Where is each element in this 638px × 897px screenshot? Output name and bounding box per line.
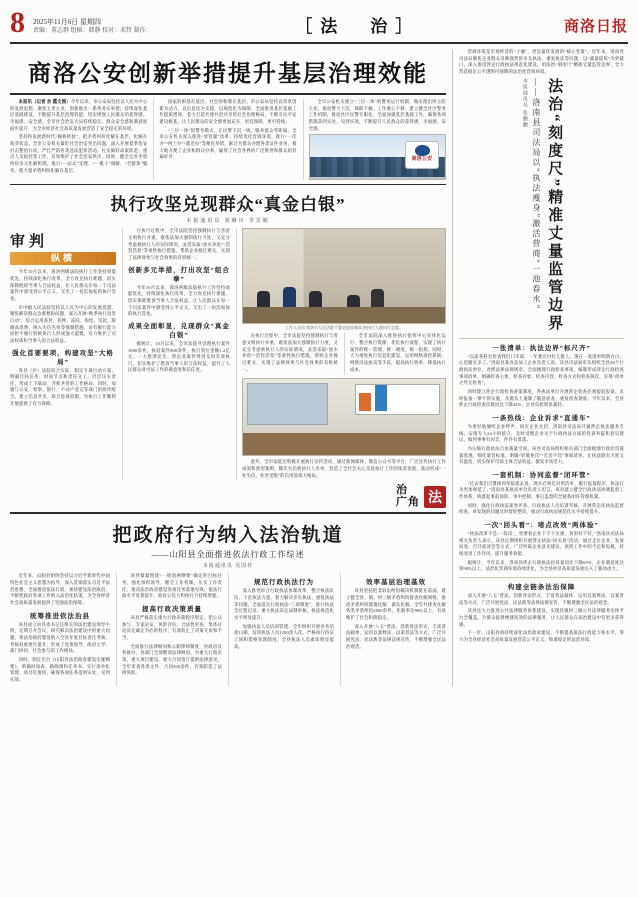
bottom-sec1-p2: 同时，制定出台《山阳县法治政府建设实施纲要》，明确时间表、路线图和任务书，实行清单化管理、项目化推进，确保各项任务落到实处、见到实效。 [10,657,110,682]
right-sec-1 [459,354,624,409]
right-sec2-p1: 为更好地倾听企业呼声、回应企业关切，洛南县司法局开通涉企执法服务专线，安排专人24小时值守，及时受理企业关于行政执法方面的投诉举报和意见建议，做到事事有回音、件件有着落。 [459,423,624,443]
right-title: 法治“刻度尺”精准丈量监管边界 [546,77,563,333]
right-sec2-p2: 为压缩行政执法自由裁量空间，该县司法局组织相关部门全面梳理行政处罚裁量基准，细化量罚标准，明确“轻微免罚”“首违不罚”事项清单，让执法既有力度又有温度，切实保护市场主体合法权益，激发市场活力。 [459,445,624,465]
office-window [247,383,328,425]
bottom-sec1-p1: 该县成立由县委书记任组长的法治建设领导小组，定期召开会议，研究解决法治建设中的重大问题。将法治政府建设纳入全县年度目标责任考核，考核权重逐年提升，形成了党委领导、政府主导、部门协同、社会参与的工作格局。 [10,621,110,654]
lead-para-5: 全市公安机关建立“三位一体”的警务运行机制，做实派出所主防主业，推动警力下沉、保障下倾、工作重心下移。建立健全社区警务工作机制，推动社区民警专职化，全面加强基层基础工作，确保各项措施落到实处、见到实效，不断提升人民群众的获得感、幸福感、安全感。 [308,99,446,131]
right-subtitle: ——洛南县司法局以“执法瘦身”激活营商“一池春水” [531,77,541,310]
newspaper-brand: 商洛日报 [563,19,628,35]
right-sec-title-1: 一张清单：执法边界“标尺齐” [492,344,591,352]
second-para-1: 今年10月以来，商洛两级法院执行工作坚持效能优先，持续深化执行改革，全力攻克执行难题，切实保障胜诉当事人合法权益，让人民群众在每一个司法案件中感受到公平正义，交出了一份沉甸甸的执行答卷。 [10,269,116,301]
second-para-6: 据统计，10月以来，全市法院共受理执行案件1000余件，执结案件800余件，执行到位金额1.2亿元，一大批涉民生、涉企业案件得到及时有效执行，切实维护了胜诉当事人的合法权益，提升了人民群众对司法工作的满意度和信任度。 [128,340,230,373]
right-column [452,49,624,686]
second-para-4: 在执行过程中，全市法院坚持强制执行与善意文明执行并重，既依法加大强制执行力度，又充分考虑被执行人的实际情况，灵活采取“放水养鱼”“活封活扣”等柔性执行措施，帮助企业渡过难关，实现了法律效果与社会效果的有机统一。 [128,228,230,260]
right-bottom-sec [459,593,624,644]
second-col-2 [122,228,230,481]
second-article-columns [10,228,446,481]
badge-text-line2: 广角 [396,495,420,508]
lead-para-4: “三位一体”的警务模式，让民警下沉一线，服务群众零距离。全市公安机关深入推进“放管服”改革，持续优化营商环境，推行“一次办”“网上办”“就近办”等便民举措，累计为群众办理各类证件业务，极大地方便了企业和群众办事，赢得了社会各界的广泛赞誉和群众的普遍好评。 [159,127,297,160]
second-para-8: 全市法院深入推进执行指挥中心实体化运行，整合执行资源，优化执行流程，实现了执行案件的统一管理、统一调度、统一指挥。同时，大力推进执行信息化建设，运用网络查控系统、网络司法拍卖等手段，提高执行效率，降低执行成本。 [350,333,446,372]
right-sec-title-2: 一条热线：企业诉求“直通车” [492,414,591,422]
right-bottom-p2: 该县还大力推进公共法律服务体系建设，实现县镇村三级公共法律服务实体平台全覆盖，为群众提供便捷高效的法律服务，让人民群众在法治建设中有更多获得感。 [459,608,624,627]
masthead-date [33,17,152,39]
lead-article-columns [10,99,446,180]
second-subhead-3: 成果全面彰显，兑现群众“真金白银” [128,322,230,339]
bottom-col-4 [340,573,446,685]
bottom-sec2-p2: 全面推行法律顾问和公职律师制度，县政府及各镇办、各部门全部聘请法律顾问，为重大行政决策、重大项目建设、重大合同签订提供法律意见，全年审查各类文件、合同500余件，有效防范了法律风险。 [122,643,222,676]
bottom-sec-title-3: 规范行政执法行为 [254,579,314,587]
bottom-headline: 把政府行为纳入法治轨道 [112,525,344,547]
section-title: ［法 治］ [295,17,421,36]
bottom-sec-title-4: 效率基层治理基效 [366,579,426,587]
bottom-article-columns [10,573,446,685]
right-lead [459,49,624,76]
bottom-intro-1: 近年来，山阳县始终坚持以习近平新时代中国特色社会主义思想为指导，深入贯彻落实习近平法治思想，全面推进依法行政，加快建设法治政府，不断把政府各项工作纳入法治化轨道，为全县经济社会高质量发展提供了坚强法治保障。 [10,573,110,606]
bottom-intro-2: 该县紧紧围绕“一规划两纲要”确定的目标任务，强化组织领导，健全工作机制，压实工作责任，推动法治政府建设各项任务落地见效，依法行政水平显著提升，政府公信力和执行力持续增强。 [122,573,222,599]
right-sec-2 [459,424,624,466]
right-sec3-p2: 同时，强化行政执法案卷评查、行政执法人员培训考核，开展常态化执法监督检查，对发现的问题及时督促整改，推动行政执法规范化水平持续提升。 [459,502,624,515]
second-col-3 [236,228,446,481]
right-bottom-sec-title: 构建全链条法治保障 [507,584,576,592]
second-para-9: 此外，全市法院还积极开展执行宣传活动，通过新闻媒体、微信公众号等平台，广泛宣传执行工作成效和典型案例，曝光失信被执行人名单，营造了全社会关心支持执行工作的浓厚氛围，推动形成“一处失信、处处受限”的信用惩戒大格局。 [242,459,446,478]
bottom-sec-title-1: 统筹推进依法治县 [30,612,90,620]
bottom-sec3-p1: 深入推进综合行政执法体制改革，整合执法队伍，下沉执法力量，着力解决多头执法、重复执法等问题。全面落实行政执法“三项制度”，推行执法全过程记录、重大执法决定法制审核，执法规范化水平明显提升。 [234,588,334,621]
page-body [10,49,628,686]
stamp-band: 纵横 [10,252,116,265]
lead-col-2 [153,99,296,180]
masthead-date-line1: 2025年11月6日 星期四 [33,17,101,26]
bottom-sec-title-2: 提高行政决策质量 [142,606,202,614]
fa-seal-icon: 法 [424,486,446,508]
right-byline: 本报通讯员 张鹏鹏 [521,77,527,128]
right-sec-title-3: 一套机制：协同监督“闭环管” [492,471,591,479]
second-para-5: 今年10月以来，商洛两级法院执行工作坚持效能优先，持续深化执行改革，全力攻克执行难题，切实保障胜诉当事人合法权益，让人民群众在每一个司法案件中感受到公平正义，交出了一份沉甸甸的执行答卷。 [128,284,230,317]
right-bottom-p3: 下一步，山阳县将持续深化法治政府建设，不断提高依法行政能力和水平，努力为全县经济社会高质量发展营造公平正义、和谐稳定的法治环境。 [459,630,624,642]
right-lead-p1: 营商环境是市场经济的“土壤”，更是最优发展的“核心变量”。近年来，洛南县司法局聚焦企业群众反映强烈的多头执法、重复执法等问题，以“减量提质”为突破口，深入推进涉企行政执法规范化建设，用法治“刻度尺”精准丈量监管边界，全力营造稳定公平透明可预期的法治化营商环境。 [459,49,624,74]
shenpan-stamp [10,230,116,265]
second-para-7: 在执行过程中，全市法院坚持强制执行与善意文明执行并重，既依法加大强制执行力度，又充分考虑被执行人的实际情况，灵活采取“放水养鱼”“活封活扣”等柔性执行措施，帮助企业渡过难关，实现了法律效果与社会效果的有机统一。 [242,333,338,372]
lead-para-3: 国家的根基在基层，社会的和谐在基层。市公安局坚持以改革创新为动力，以信息化为支撑，以规范化为保障，全面推进基层基础工作提质增效，着力打造共建共治共享的社会治理格局，不断夯实平安建设根基，让人民群众的安全感更加充实、更有保障、更可持续。 [159,99,297,124]
badge-text-line1: 治 [396,484,408,497]
right-sec3-p1: “过去我们习惯接到举报就去查，现在必须先对照清单、履行报备程序，执法行为更加规范了。”洛南县某执法单位负责人坦言。该县建立健全行政执法协调监督工作体系，构建起事前预防、事中控制、事后监督的全链条闭环管理机制。 [459,480,624,500]
right-sec1-p2: 同时建立涉企行政检查备案制度，各执法单位开展涉企检查必须提前报备，未经报备一律不得实施，从源头上遏制了随意检查、重复检查现象。今年以来，全县涉企行政检查次数同比下降42%，企业负担明显减轻。 [459,388,624,408]
badge-text [396,485,420,508]
lead-source-tag: 本报讯（记者 余 霞文图） [18,99,71,104]
police-emblem: 商洛公安 [405,141,439,169]
right-sec-4 [459,531,624,573]
second-col-3b [344,333,446,375]
court-bench [243,307,445,323]
bottom-col-3 [228,573,334,685]
right-sec-title-4: 一次“回头看”：堵点改效“两体验” [484,522,599,530]
bottom-col-2 [116,573,222,685]
bottom-byline: 本报通讯员 吴国祥 [202,564,254,570]
second-para-2: 市中级人民法院坚持以人民为中心的发展思想，聚焦解决群众急难愁盼问题，深入开展“秋季执行攻坚行动”，综合运用查封、扣押、冻结、拘留、罚款、限制高消费、纳入失信名单等强制措施，对有履行能力而拒不履行的被执行人形成强大震慑，有力维护了司法权威和当事人的合法权益。 [10,304,116,343]
masthead [10,8,628,44]
office-chart [355,384,440,414]
page-number: 8 [10,6,25,39]
right-sec4-p2: 据统计，今年以来，洛南县涉企行政执法投诉量同比下降65%，企业满意度达到98%以上，法治化营商环境持续优化，为全县经济高质量发展注入了强劲动力。 [459,559,624,572]
second-subhead-2: 创新多元举措，打出攻坚“组合拳” [128,266,230,283]
right-sec4-p1: “执法改革不是‘一阵风’，更要看企业下不下实感、效果好不好。”洛南县司法局相关负责人表示。该县定期组织开展涉企执法“回头看”活动，通过走访企业、发放问卷、召开座谈会等方式，广泛听取企业意见建议，查找工作中的不足和短板，持续改进工作作风，提升服务效能。 [459,531,624,557]
court-photo-caption: 工作人员向 商洛市人民法院干警走进国春雨 的执行人被执行态度。 [285,325,403,331]
bottom-subtitle: ——山阳县全面推进依法行政工作综述 [151,550,305,560]
bottom-sec2-p1: 该县严格落实重大行政决策程序规定，把公众参与、专家论证、风险评估、合法性审查、集体讨论决定确定为必经程序，有效防止了决策失误和不当。 [122,615,222,641]
main-column [10,49,446,686]
police-photo [309,134,446,180]
lead-headline: 商洛公安创新举措提升基层治理效能 [28,61,428,86]
office-photo [242,378,446,456]
second-para-3: 各县（区）法院结合实际，制定专项行动方案，明确目标任务、时间节点和责任分工，层层压实责任，形成上下联动、齐抓共管的工作格局。同时，加强与公安、检察、银行、不动产登记等部门的协作配合，建立信息共享、联合惩戒机制，为执行工作顺利开展提供了有力保障。 [10,367,116,406]
second-subhead-1: 强化首要要项，构建攻坚“大格局” [12,349,114,366]
lead-col-3 [303,99,446,180]
bottom-sec3-p2: 加强执法人员培训管理，全年组织开展业务培训12期，培训执法人员1200余人次，严格执行持证上岗和资格管理制度，全县执法人员素质明显提高。 [234,623,334,649]
right-bottom-p1: 深入开展“八五”普法，创新普法形式，丰富普法载体，运用以案释法、以案普法等方式，广泛开展宪法、民法典等法律法规宣传，不断增强全民法治观念。 [459,593,624,605]
lead-para-2: 坚持和发展新时代“枫桥经验”，把矛盾纠纷化解在基层、化解在萌芽状态。全市公安机关紧盯社会治安突出问题，深入开展夏季治安打击整治行动，严打严防各类违法犯罪活动，扎实做好命案防范、重点人员稳控等工作，有效维护了社会治安秩序。同时，健全完善矛盾纠纷多元化解机制，推行“一站式”受理、“一揽子”调解、“全链条”服务，使大量矛盾纠纷化解在基层。 [10,134,148,173]
right-sec1-p1: “以前各科室检查我们门市部，一年要应付好几拨人，现在一张清单明明白白，心里踏实多了。”洛南县某食品加工企业负责人说。该县司法局牵头组织全县38个行政执法单位，对照法律法规规章，全面梳理行政检查事项，编制形成涉企行政检查事项清单，明确检查主体、检查对象、检查内容、检查方式和检查频次，实现“清单之外无检查”。 [459,353,624,386]
lead-col-1 [10,99,147,180]
second-col-1 [10,228,116,481]
lead-para-1: 今年以来，市公安局坚持以人民为中心的发展思想，聚焦主责主业，创新推出一系列务实举措，持续深化基层基础建设，不断提升基层治理效能，切实增强人民群众的获得感、幸福感、安全感。全市社会治安大局持续稳定，群众安全感和满意度稳步提升，为全市经济社会高质量发展营造了安全稳定的环境。 [10,99,148,131]
stamp-label: 审判 [10,234,49,251]
second-headline: 执行攻坚兑现群众“真金白银” [110,195,346,215]
fazhi-guangjiao-badge [10,485,446,508]
bottom-sec4-extra: 深入开展“八五”普法，创新普法形式，丰富普法载体，运用以案释法、以案普法等方式，广泛开展宪法、民法典等法律法规宣传，不断增强全民法治观念。 [346,623,446,649]
bottom-col-1 [10,573,110,685]
right-sec-3 [459,481,624,516]
right-headline-block [459,78,624,333]
office-desk [243,433,445,455]
bottom-sec4-p1: 该县坚持把非诉讼纠纷解决机制挺在前面，建立健全县、镇、村三级矛盾纠纷排查化解网络，推动矛盾纠纷就地化解、源头化解。全年共排查化解各类矛盾纠纷2000余件，化解率达98%以上，有效维护了社会和谐稳定。 [346,588,446,621]
masthead-credits: 责编：董志群 组稿：韩静 校对：邓哲 制作： [33,28,152,34]
court-photo [242,228,446,324]
second-byline: 本报通讯员 刘琳川 李芷媚 [186,219,270,225]
second-col-3a [242,333,338,375]
